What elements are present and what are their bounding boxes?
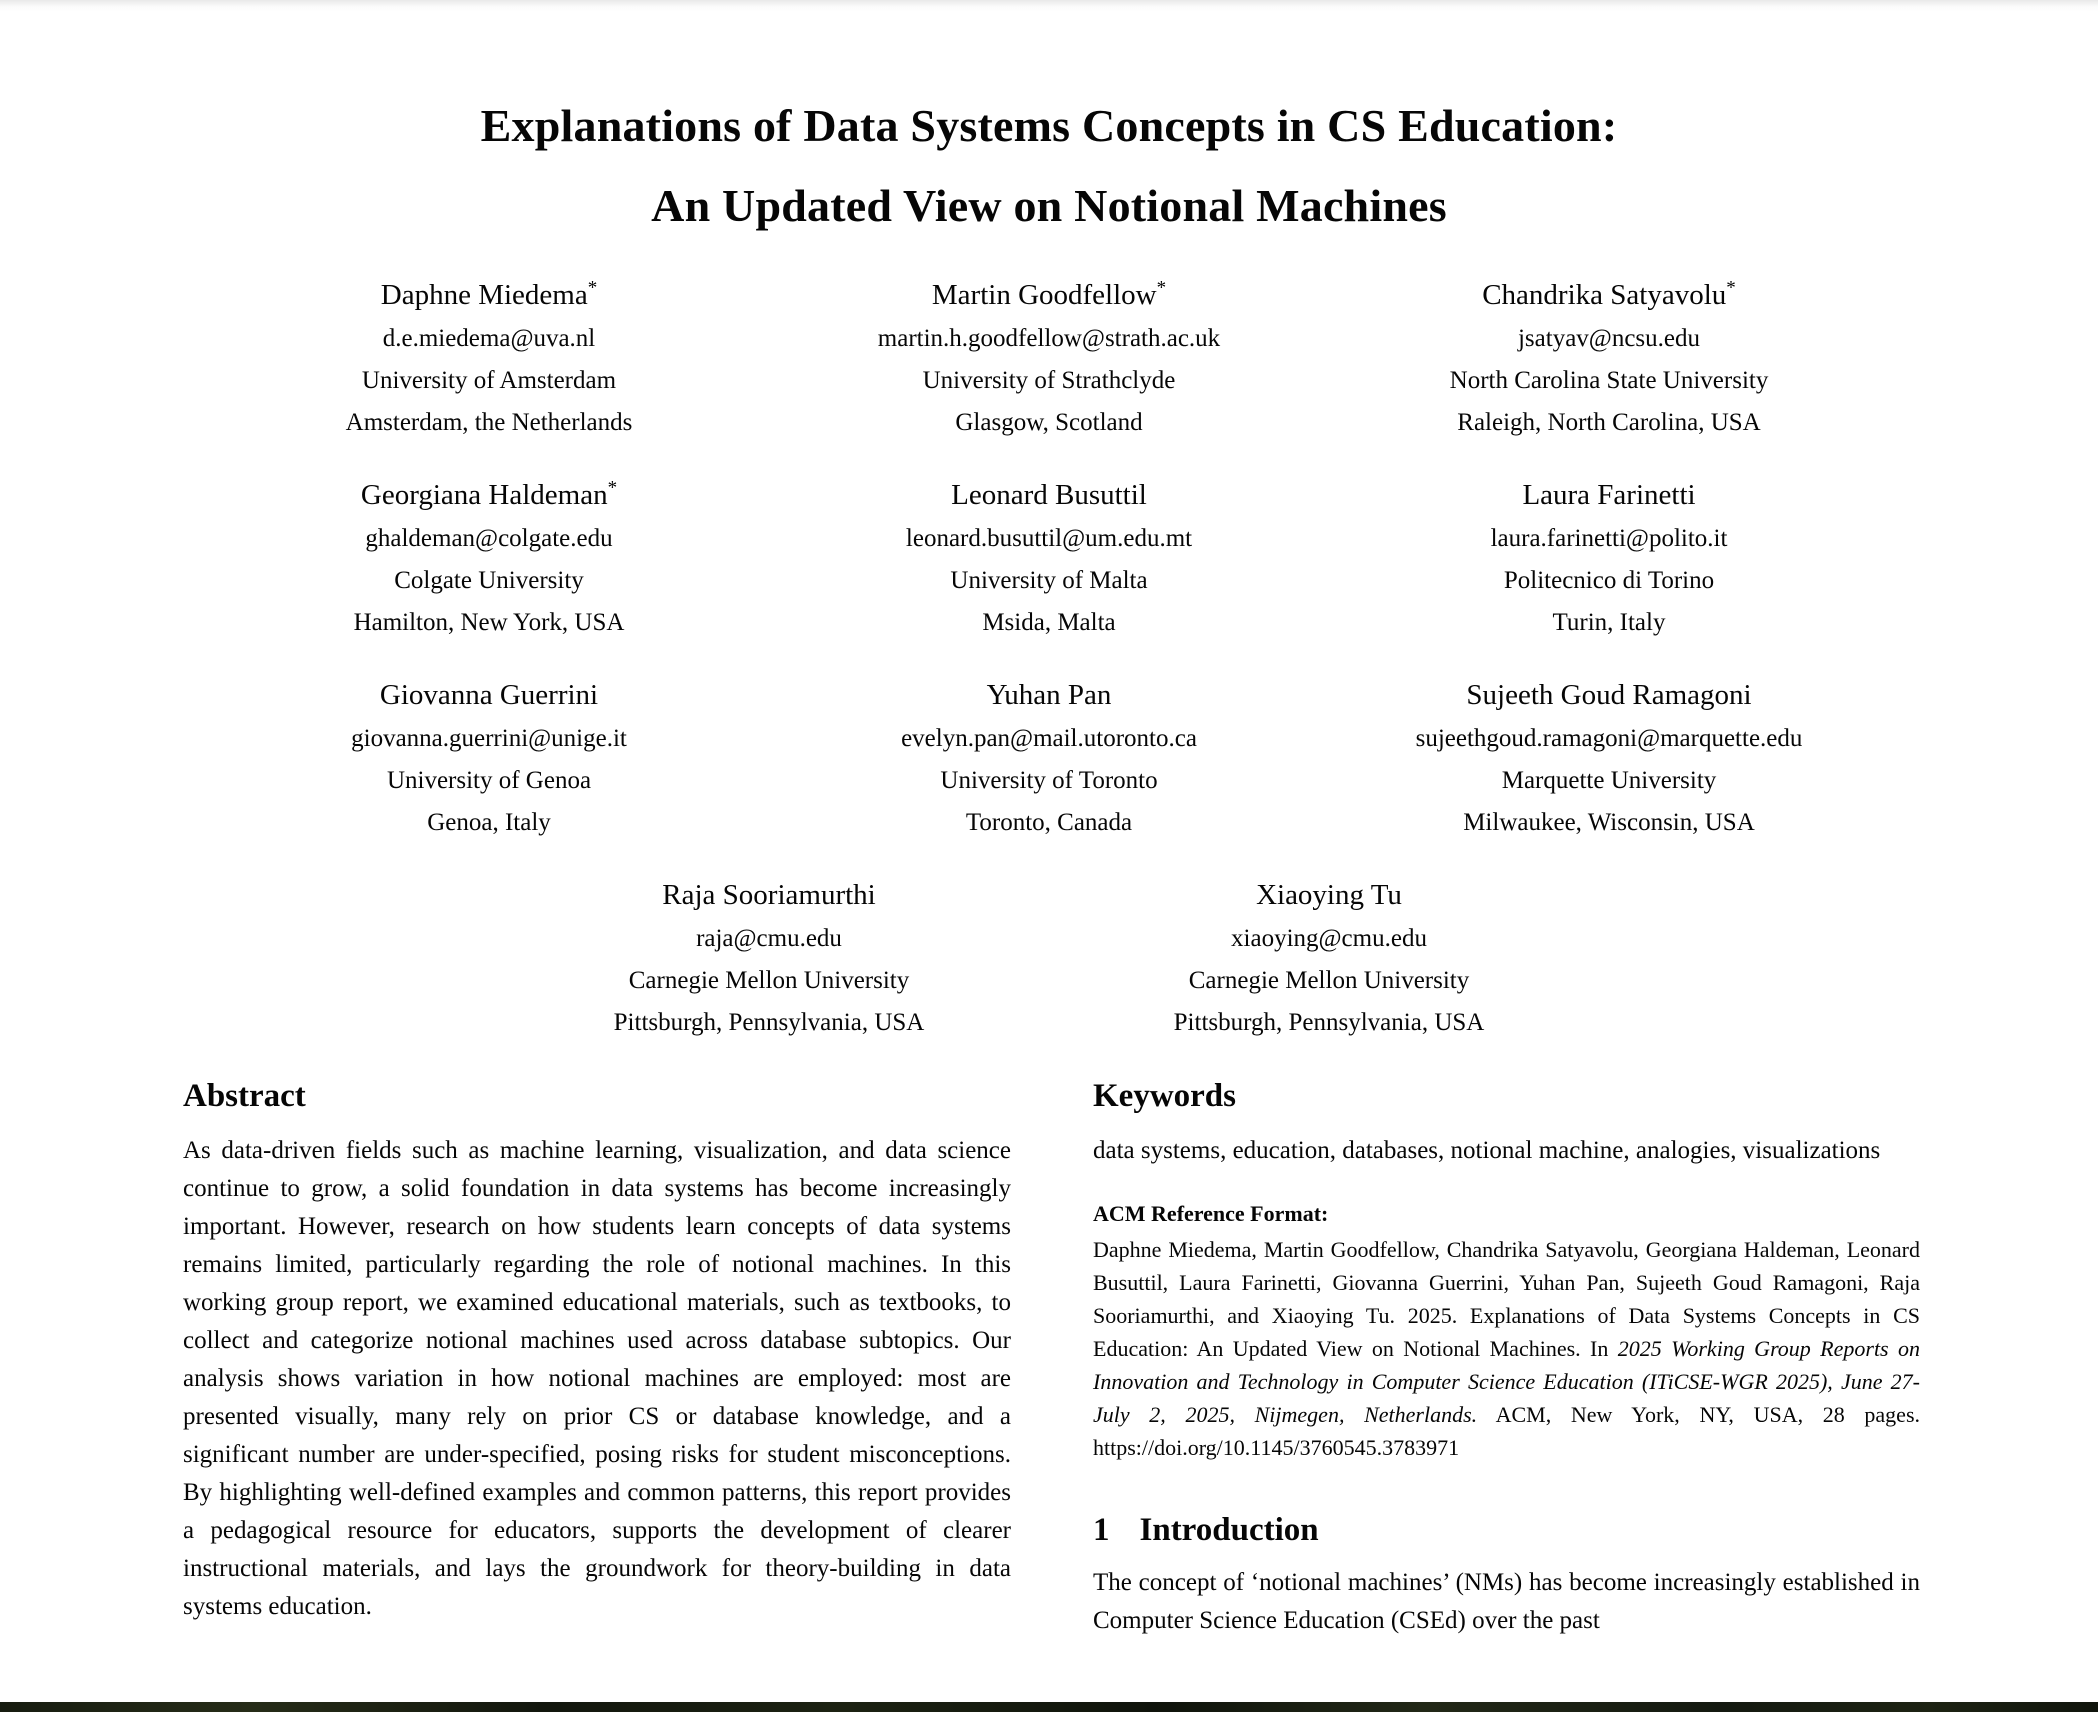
author-affiliation: University of Toronto <box>940 767 1158 794</box>
author-location: Msida, Malta <box>982 609 1116 636</box>
author-location: Pittsburgh, Pennsylvania, USA <box>613 1009 925 1036</box>
window-top-edge-shadow <box>0 0 2098 12</box>
right-column <box>1093 1074 1920 1640</box>
author-location: Genoa, Italy <box>427 809 551 836</box>
author-affiliation: University of Malta <box>950 567 1148 594</box>
author-name: Chandrika Satyavolu* <box>1482 277 1736 311</box>
author-email: evelyn.pan@mail.utoronto.ca <box>901 725 1197 752</box>
author-email: d.e.miedema@uva.nl <box>382 325 596 352</box>
keywords-text: data systems, education, databases, notional machine, analogies, visualizations <box>1093 1137 1881 1164</box>
author-email: giovanna.guerrini@unige.it <box>351 725 627 752</box>
body-columns <box>183 1074 1920 1640</box>
author-mark: * <box>1726 277 1736 299</box>
author-affiliation: Colgate University <box>394 567 584 594</box>
author-email: sujeethgoud.ramagoni@marquette.edu <box>1415 725 1803 752</box>
author-name: Sujeeth Goud Ramagoni <box>1466 679 1752 711</box>
author-block <box>209 272 769 444</box>
author-name: Leonard Busuttil <box>951 479 1147 511</box>
left-column <box>183 1074 1011 1640</box>
author-block <box>769 472 1329 644</box>
author-email: jsatyav@ncsu.edu <box>1517 325 1700 352</box>
author-mark: * <box>1156 277 1167 299</box>
author-email: xiaoying@cmu.edu <box>1231 925 1427 952</box>
author-location: Raleigh, North Carolina, USA <box>1457 409 1761 436</box>
author-location: Toronto, Canada <box>965 809 1133 836</box>
abstract-heading: Abstract <box>183 1078 306 1114</box>
author-mark: * <box>587 277 598 299</box>
author-block <box>209 472 769 644</box>
desktop-background-strip <box>0 1702 2098 1712</box>
author-location: Pittsburgh, Pennsylvania, USA <box>1173 1009 1485 1036</box>
author-affiliation: Carnegie Mellon University <box>1188 967 1470 994</box>
author-location: Milwaukee, Wisconsin, USA <box>1463 809 1755 836</box>
author-name: Raja Sooriamurthi <box>662 879 876 911</box>
author-block <box>489 872 1049 1044</box>
author-block <box>1329 272 1889 444</box>
authors-last-row <box>209 872 1889 1044</box>
author-name: Georgiana Haldeman* <box>360 477 618 511</box>
author-email: laura.farinetti@polito.it <box>1490 525 1728 552</box>
section-title: Introduction <box>1139 1512 1319 1548</box>
author-email: martin.h.goodfellow@strath.ac.uk <box>877 325 1221 352</box>
author-name: Giovanna Guerrini <box>379 679 599 711</box>
author-block <box>1329 472 1889 644</box>
abstract-text: As data-driven fields such as machine learning, visualization, and data science continue to grow, a solid foundation in data systems has become increasingly important. However, research on how students learn concepts of data systems remains limited, particularly regarding the role of notional machines. In this working group report, we examined educational materials, such as textbooks, to collect and categorize notional machines used across database subtopics. Our analysis shows variation in how notional machines are employed: most are presented visually, many rely on prior CS or database knowledge, and a significant number are under-specified, posing risks for student misconceptions. By highlighting well-defined examples and common patterns, this report provides a pedagogical resource for educators, supports the development of clearer instructional materials, and lays the groundwork for theory-building in data systems education. <box>183 1137 1011 1620</box>
page-title <box>0 86 2098 246</box>
author-email: raja@cmu.edu <box>696 925 842 952</box>
acm-reference-text <box>1093 1233 1920 1464</box>
author-name: Daphne Miedema* <box>380 277 598 311</box>
page-title-line1: Explanations of Data Systems Concepts in CS Education: <box>480 100 1618 151</box>
author-name: Laura Farinetti <box>1522 479 1696 511</box>
acm-reference-venue: 2025 Working Group Reports on Innovation and Technology in Computer Science Education (ITiCSE-WGR 2025), June 27-July 2, 2025, Nijmegen, Netherlands. <box>1093 1336 1920 1427</box>
author-block <box>769 272 1329 444</box>
author-block <box>769 672 1329 844</box>
author-name: Xiaoying Tu <box>1256 879 1402 911</box>
section-number: 1 <box>1093 1512 1110 1548</box>
acm-reference-label: ACM Reference Format: <box>1093 1201 1329 1226</box>
keywords-heading: Keywords <box>1093 1078 1236 1114</box>
author-block <box>209 672 769 844</box>
author-name: Martin Goodfellow* <box>931 277 1167 311</box>
author-affiliation: Politecnico di Torino <box>1503 567 1715 594</box>
author-affiliation: Carnegie Mellon University <box>628 967 910 994</box>
author-block <box>1049 872 1609 1044</box>
page-title-line2: An Updated View on Notional Machines <box>651 180 1447 231</box>
acm-reference-part1: Daphne Miedema, Martin Goodfellow, Chandrika Satyavolu, Georgiana Haldeman, Leonard Busuttil, Laura Farinetti, Giovanna Guerrini, Yuhan Pan, Sujeeth Goud Ramagoni, Raja Sooriamurthi, and Xiaoying Tu. 2025. Explanations of Data Systems Concepts in CS Education: An Updated View on Notional Machines. In <box>1093 1237 1920 1361</box>
authors-grid <box>209 272 1889 844</box>
author-affiliation: University of Genoa <box>386 767 592 794</box>
author-location: Glasgow, Scotland <box>955 409 1143 436</box>
acm-reference-part2: ACM, New York, NY, USA, 28 pages. https://doi.org/10.1145/3760545.3783971 <box>1093 1402 1921 1460</box>
author-name: Yuhan Pan <box>986 679 1112 711</box>
author-location: Amsterdam, the Netherlands <box>345 409 633 436</box>
author-affiliation: University of Strathclyde <box>922 367 1176 394</box>
introduction-text: The concept of ‘notional machines’ (NMs) has become increasingly established in Computer Science Education (CSEd) over the past <box>1093 1569 1920 1634</box>
author-location: Turin, Italy <box>1552 609 1666 636</box>
author-mark: * <box>607 477 618 499</box>
author-email: leonard.busuttil@um.edu.mt <box>905 525 1193 552</box>
author-location: Hamilton, New York, USA <box>353 609 625 636</box>
author-email: ghaldeman@colgate.edu <box>365 525 613 552</box>
author-affiliation: Marquette University <box>1501 767 1717 794</box>
author-affiliation: University of Amsterdam <box>361 367 617 394</box>
author-block <box>1329 672 1889 844</box>
author-affiliation: North Carolina State University <box>1449 367 1769 394</box>
introduction-heading <box>1093 1508 1920 1552</box>
